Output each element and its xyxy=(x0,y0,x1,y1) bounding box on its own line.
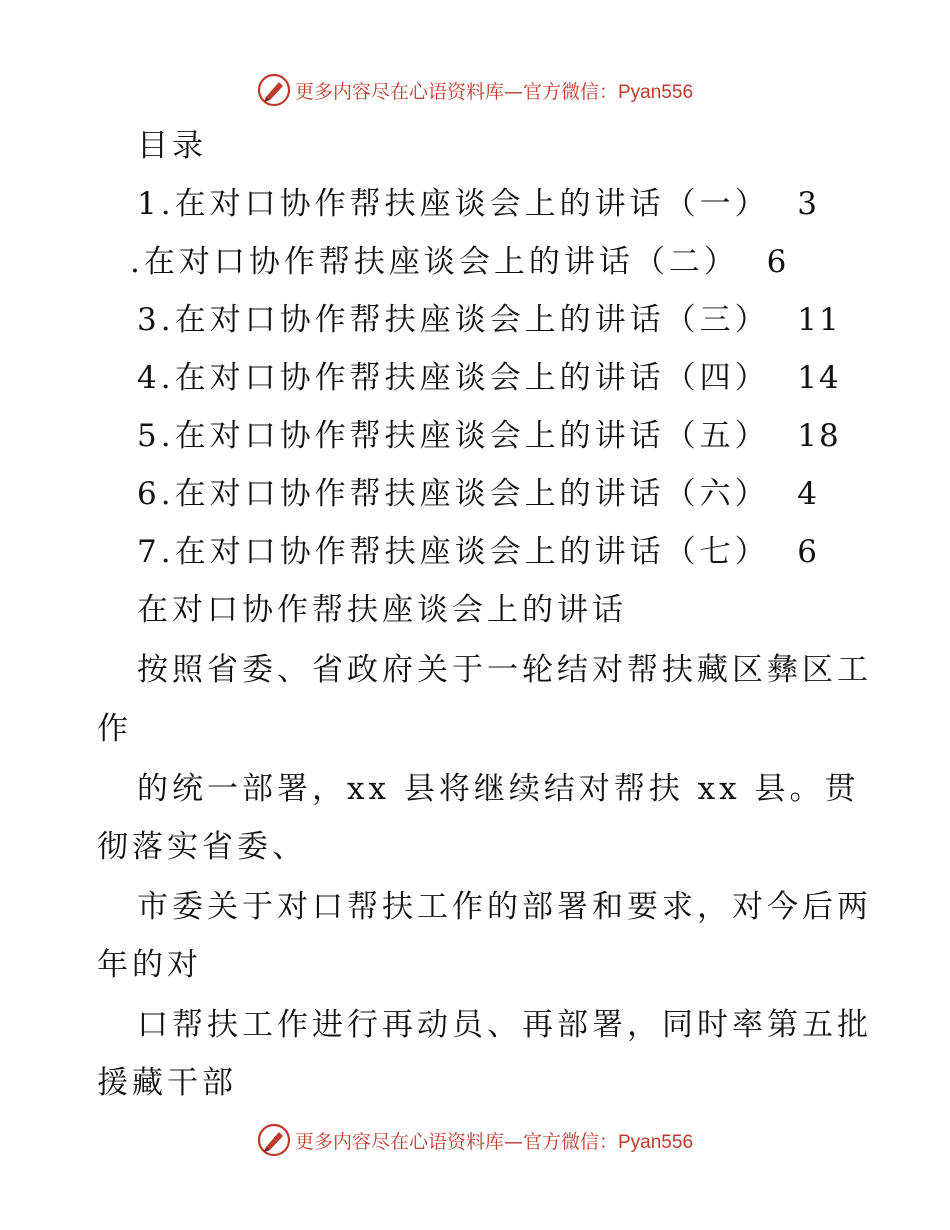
banner-text: 更多内容尽在心语资料库—官方微信：Pyan556 xyxy=(294,80,694,103)
paragraph-line: 彻落实省委、 xyxy=(97,829,307,865)
footer-banner xyxy=(0,1120,950,1160)
speech-title: 在对口协作帮扶座谈会上的讲话 xyxy=(137,592,627,628)
paragraph-line: 口帮扶工作进行再动员、再部署，同时率第五批 xyxy=(137,1007,872,1043)
paragraph-line: 市委关于对口帮扶工作的部署和要求，对今后两 xyxy=(137,889,872,925)
banner-text: 更多内容尽在心语资料库—官方微信：Pyan556 xyxy=(294,1130,694,1153)
toc-item: 3.在对口协作帮扶座谈会上的讲话（三） 11 xyxy=(137,302,841,338)
pen-logo-icon xyxy=(257,73,291,107)
toc-heading: 目录 xyxy=(137,128,207,164)
toc-item: 6.在对口协作帮扶座谈会上的讲话（六） 4 xyxy=(137,476,820,512)
paragraph-line: 的统一部署，xx 县将继续结对帮扶 xx 县。贯 xyxy=(137,771,860,807)
paragraph-line: 援藏干部 xyxy=(97,1065,237,1101)
toc-item: 1.在对口协作帮扶座谈会上的讲话（一） 3 xyxy=(137,186,820,222)
paragraph-line: 作 xyxy=(97,711,132,747)
pen-logo-icon xyxy=(257,1123,291,1157)
toc-item: 7.在对口协作帮扶座谈会上的讲话（七） 6 xyxy=(137,534,820,570)
toc-item: 5.在对口协作帮扶座谈会上的讲话（五） 18 xyxy=(137,418,841,454)
toc-item: .在对口协作帮扶座谈会上的讲话（二） 6 xyxy=(130,244,789,280)
paragraph-line: 按照省委、省政府关于一轮结对帮扶藏区彝区工 xyxy=(137,652,872,688)
paragraph-line: 年的对 xyxy=(97,947,202,983)
header-banner xyxy=(0,70,950,110)
toc-item: 4.在对口协作帮扶座谈会上的讲话（四） 14 xyxy=(137,360,841,396)
